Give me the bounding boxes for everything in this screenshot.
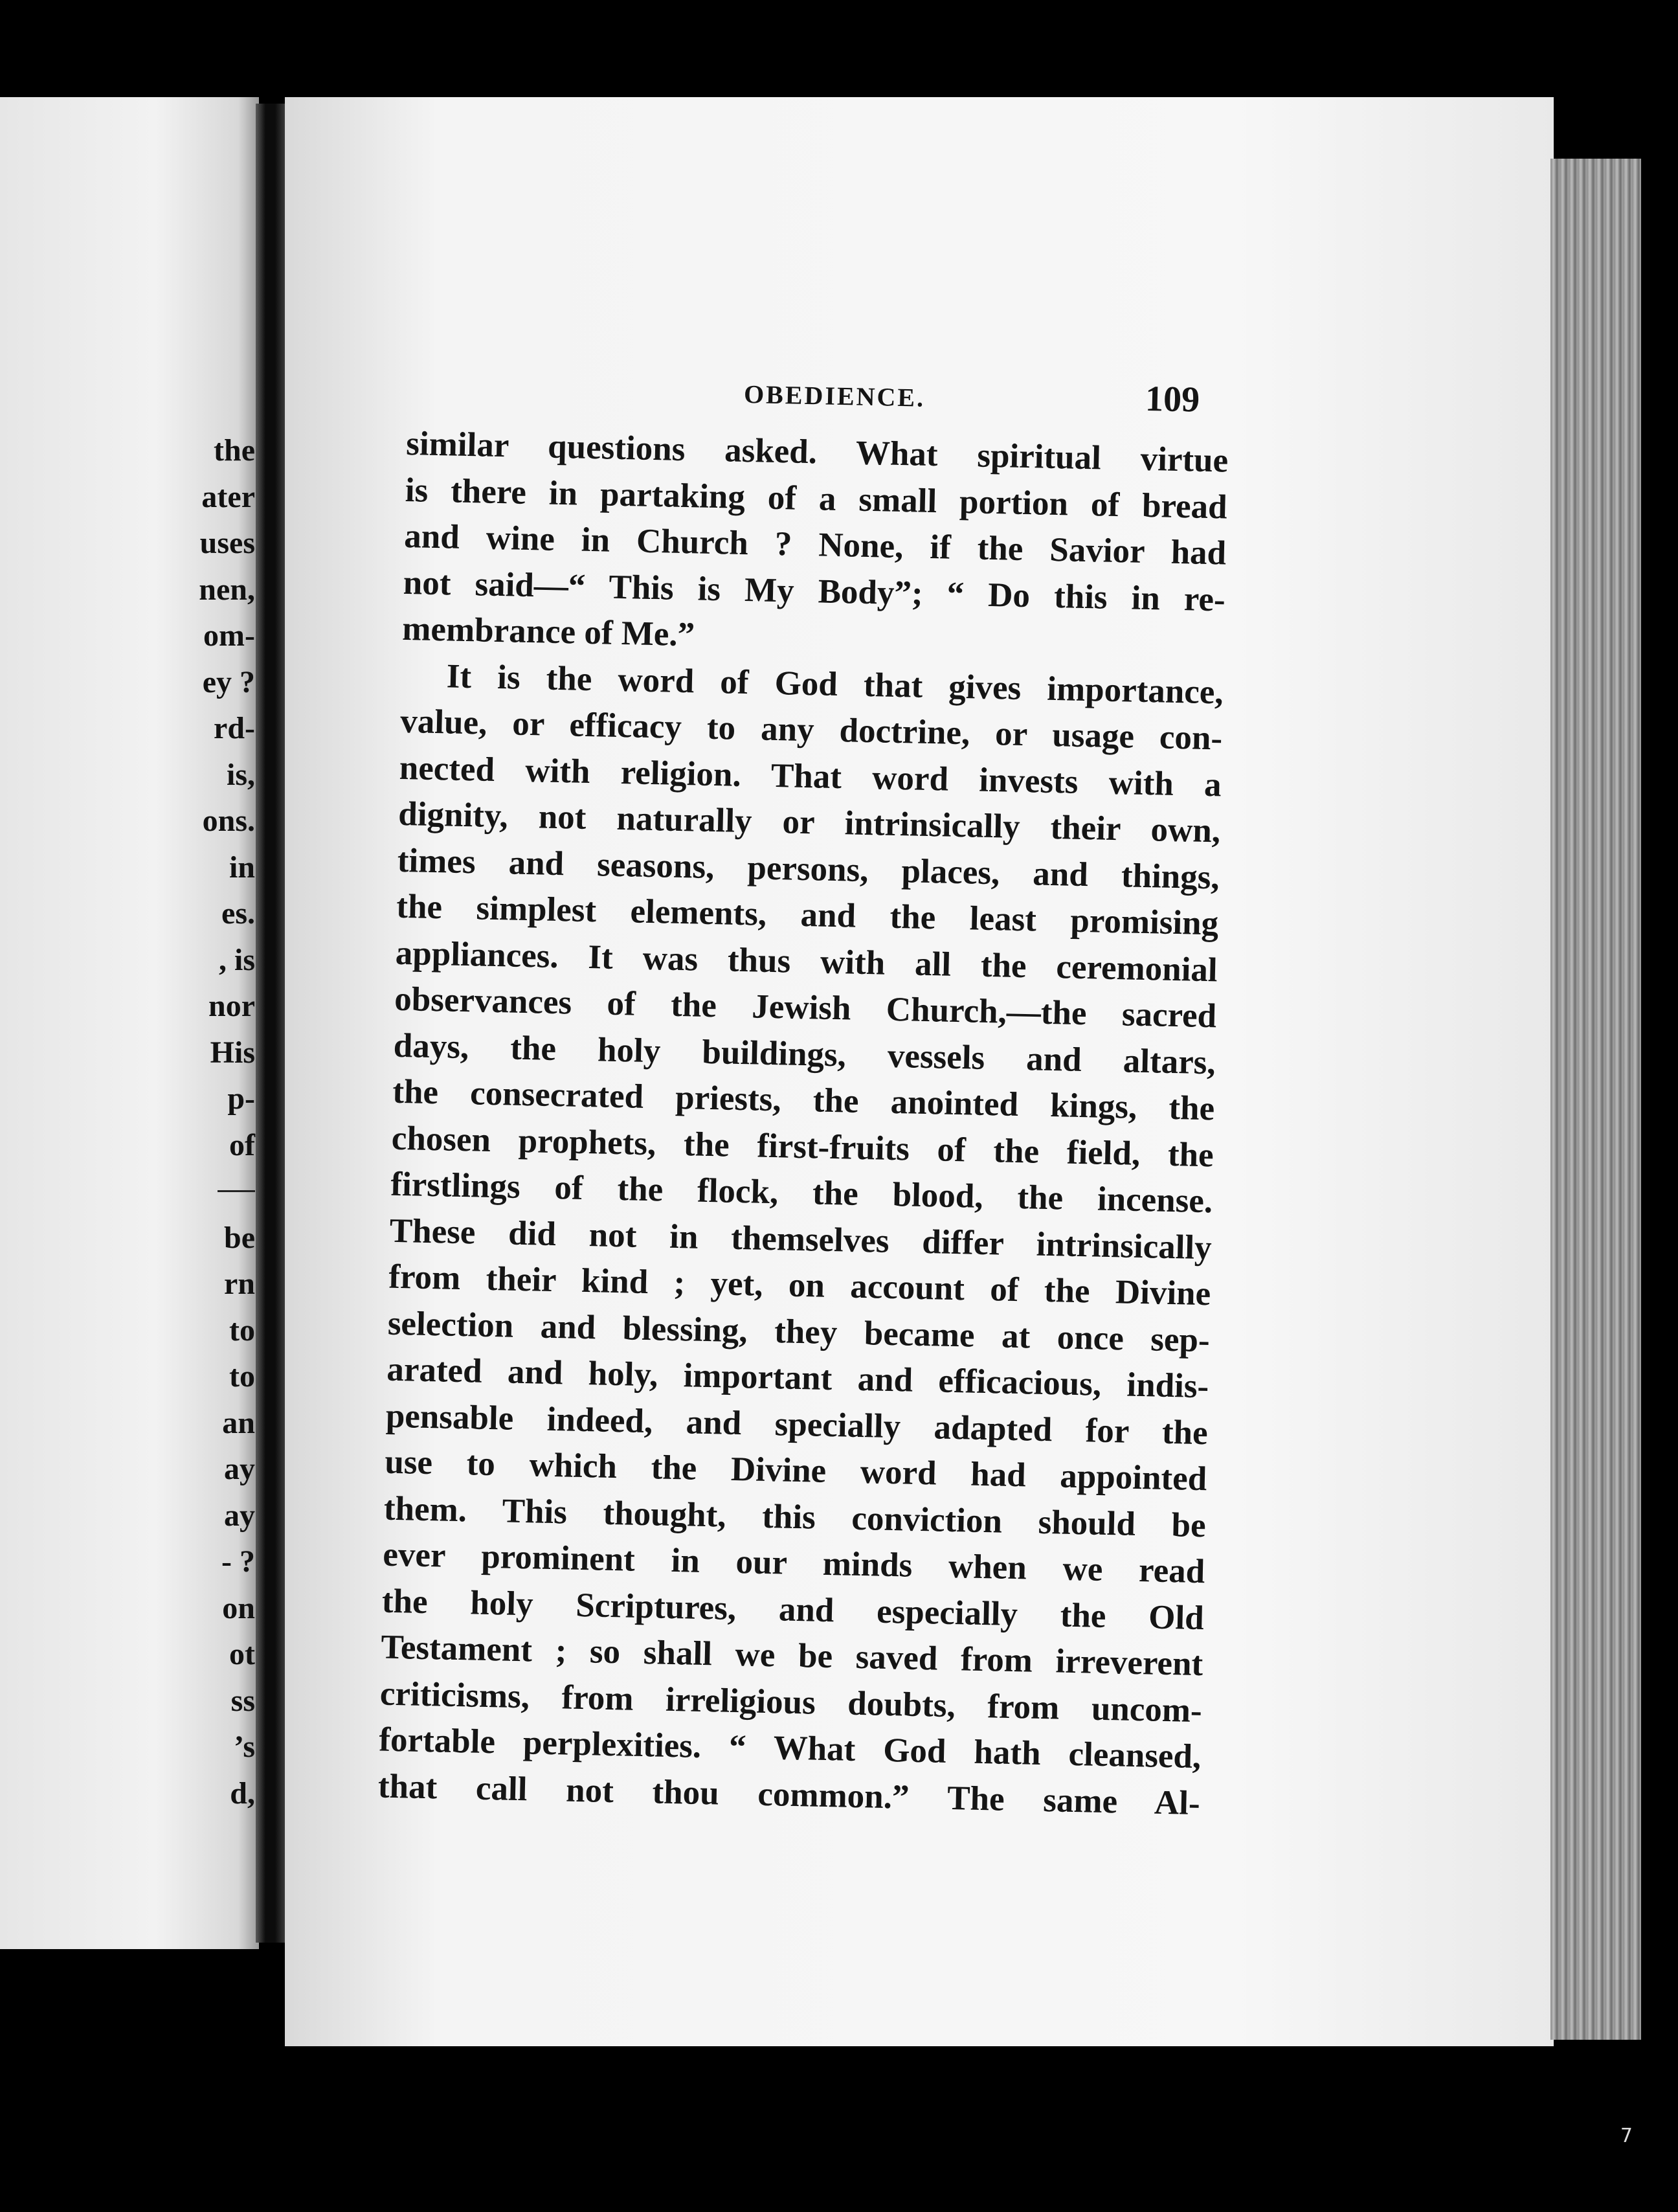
left-fragment: on <box>222 1590 255 1625</box>
text-line: criticisms, from irreligious doubts, from uncom- <box>379 1675 1203 1730</box>
left-fragment: His <box>210 1035 255 1070</box>
text-line: observances of the Jewish Church,—the sacred <box>394 980 1217 1035</box>
left-facing-page <box>0 97 259 1949</box>
left-page-line-fragments <box>199 427 255 1816</box>
left-fragment: d, <box>230 1776 255 1811</box>
text-line: ever prominent in our minds when we read <box>382 1535 1205 1591</box>
left-fragment: ey ? <box>202 664 255 699</box>
text-line: value, or efficacy to any doctrine, or usage con- <box>399 702 1223 758</box>
text-line: nected with religion. That word invests with a <box>399 749 1222 804</box>
body-text <box>377 421 1229 1827</box>
left-fragment: to <box>229 1359 255 1394</box>
text-line: that call not thou common.” The same Al- <box>377 1767 1201 1822</box>
book-gutter <box>256 104 288 1943</box>
text-line: dignity, not naturally or intrinsically their own, <box>397 795 1221 850</box>
text-line: arated and holy, important and efficacious, indis- <box>386 1350 1209 1406</box>
text-line: selection and blessing, they became at once sep- <box>387 1304 1211 1359</box>
text-line: It is the word of God that gives importance, <box>446 657 1224 711</box>
text-line: appliances. It was thus with all the ceremonial <box>395 934 1218 989</box>
text-line: fortable perplexities. “ What God hath cleansed, <box>378 1721 1202 1776</box>
text-line: not said—“ This is My Body”; “ Do this in re- <box>403 563 1226 619</box>
left-fragment: ot <box>229 1637 255 1671</box>
page-number: 109 <box>1145 378 1200 420</box>
text-line: firstlings of the flock, the blood, the incense. <box>390 1165 1213 1221</box>
left-fragment: of <box>229 1127 255 1162</box>
text-line: times and seasons, persons, places, and things, <box>397 841 1220 896</box>
left-fragment: ons. <box>202 804 255 838</box>
left-fragment: be <box>224 1220 255 1255</box>
left-fragment: ’s <box>234 1730 255 1764</box>
text-line: membrance of Me.” <box>401 609 695 654</box>
text-line: use to which the Divine word had appointed <box>384 1443 1207 1498</box>
left-fragment: nor <box>208 989 255 1023</box>
text-line: pensable indeed, and specially adapted for the <box>385 1397 1209 1452</box>
left-fragment: ay <box>224 1452 255 1486</box>
left-fragment <box>199 1168 255 1215</box>
page-text-block <box>377 363 1637 1835</box>
text-line: from their kind ; yet, on account of the Divine <box>388 1258 1211 1313</box>
left-fragment: is, <box>226 757 255 792</box>
text-line: These did not in themselves differ intrinsically <box>389 1212 1213 1267</box>
text-line: the consecrated priests, the anointed kings, the <box>392 1072 1215 1128</box>
text-line: similar questions asked. What spiritual virtue <box>405 424 1229 480</box>
left-fragment: uses <box>199 526 255 560</box>
text-line: the simplest elements, and the least promising <box>396 887 1219 943</box>
left-fragment: ay <box>224 1498 255 1533</box>
left-fragment: the <box>214 433 255 468</box>
text-line: and wine in Church ? None, if the Savior had <box>403 517 1227 572</box>
text-line: Testament ; so shall we be saved from irreverent <box>380 1628 1203 1684</box>
left-fragment: om- <box>203 618 255 653</box>
text-line: them. This thought, this conviction should be <box>383 1489 1207 1544</box>
running-title: OBEDIENCE. <box>743 379 926 412</box>
left-fragment: , is <box>218 942 255 977</box>
text-line: the holy Scriptures, and especially the Old <box>381 1582 1205 1637</box>
left-fragment: an <box>222 1405 255 1440</box>
left-fragment: nen, <box>199 572 255 607</box>
left-fragment: - ? <box>221 1544 255 1579</box>
corner-mark: 7 <box>1620 2125 1633 2147</box>
left-fragment: ater <box>201 479 255 514</box>
text-line: chosen prophets, the first-fruits of the field, the <box>391 1119 1214 1174</box>
left-fragment: es. <box>221 896 255 931</box>
left-fragment: in <box>229 850 255 885</box>
left-fragment: ss <box>230 1683 255 1718</box>
left-fragment: to <box>229 1313 255 1348</box>
left-fragment: rd- <box>214 711 255 745</box>
text-line: is there in partaking of a small portion of bread <box>405 471 1228 526</box>
text-line: days, the holy buildings, vessels and altars, <box>393 1026 1216 1081</box>
left-fragment: rn <box>224 1267 255 1301</box>
left-fragment: p- <box>227 1081 255 1116</box>
